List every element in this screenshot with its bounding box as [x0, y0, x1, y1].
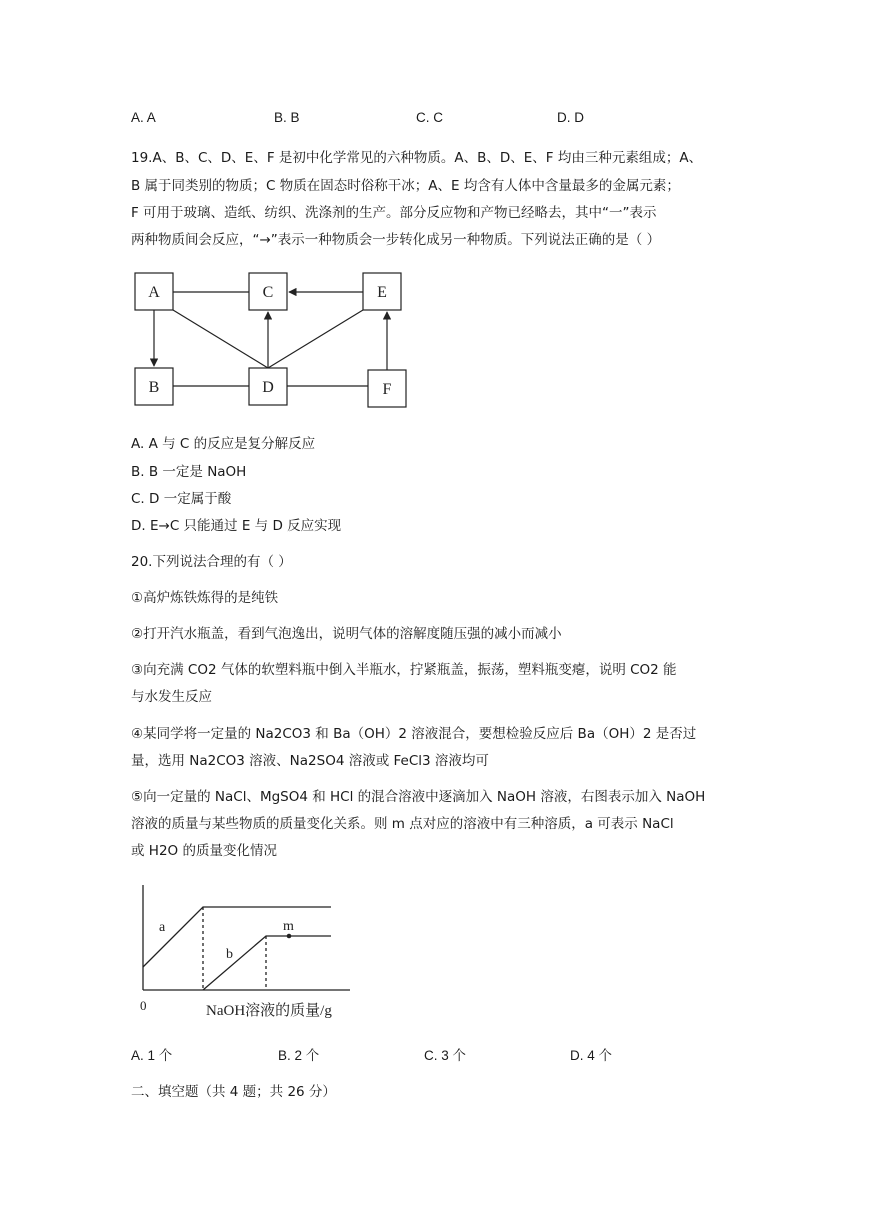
- q18-option-d: D. D: [557, 110, 584, 125]
- q20-statement-4-cont: 量，选用 Na2CO3 溶液、Na2SO4 溶液或 FeCl3 溶液均可: [131, 753, 489, 769]
- q19-option-c: C. D 一定属于酸: [131, 491, 232, 507]
- q19-stem-line: B 属于同类别的物质；C 物质在固态时俗称干冰；A、E 均含有人体中含量最多的金属元素；: [131, 178, 680, 194]
- q20-option-c: C. 3 个: [424, 1048, 467, 1063]
- q20-statement-3-cont: 与水发生反应: [131, 689, 212, 705]
- q19-relationship-diagram: [125, 265, 415, 417]
- q20-mass-graph: [128, 880, 368, 1025]
- q20-statement-5-cont: 溶液的质量与某些物质的质量变化关系。则 m 点对应的溶液中有三种溶质，a 可表示 NaCl: [131, 816, 674, 832]
- curve-a-label: a: [159, 920, 166, 935]
- q20-stem: 20.下列说法合理的有（ ）: [131, 554, 292, 570]
- node-a-label: A: [148, 284, 160, 301]
- q20-option-d: D. 4 个: [570, 1048, 613, 1063]
- q19-stem-line: 19.A、B、C、D、E、F 是初中化学常见的六种物质。A、B、D、E、F 均由三种元素组成；A、: [131, 150, 703, 166]
- node-c-label: C: [262, 284, 274, 301]
- edge-a-d: [173, 310, 268, 368]
- node-f-label: F: [382, 381, 392, 398]
- point-m: [287, 934, 292, 939]
- q19-stem-line: F 可用于玻璃、造纸、纺织、洗涤剂的生产。部分反应物和产物已经略去，其中“一”表示: [131, 205, 657, 221]
- edge-e-d: [268, 310, 363, 368]
- q18-option-c: C. C: [416, 110, 443, 125]
- q18-option-a: A. A: [131, 110, 156, 125]
- point-m-label: m: [283, 919, 294, 934]
- q20-option-b: B. 2 个: [278, 1048, 320, 1063]
- q19-option-a: A. A 与 C 的反应是复分解反应: [131, 436, 316, 452]
- q20-statement-5-cont: 或 H2O 的质量变化情况: [131, 843, 277, 859]
- q18-option-b: B. B: [274, 110, 300, 125]
- q20-statement-5: ⑤向一定量的 NaCl、MgSO4 和 HCl 的混合溶液中逐滴加入 NaOH 溶液，右图表示加入 NaOH: [131, 789, 706, 805]
- curve-a: [143, 907, 331, 967]
- x-axis-label: NaOH溶液的质量/g: [206, 1003, 332, 1019]
- q20-statement-3: ③向充满 CO2 气体的软塑料瓶中倒入半瓶水，拧紧瓶盖，振荡，塑料瓶变瘪，说明 CO2 能: [131, 662, 677, 678]
- q19-option-b: B. B 一定是 NaOH: [131, 464, 247, 480]
- q19-option-d: D. E→C 只能通过 E 与 D 反应实现: [131, 518, 342, 534]
- q20-statement-4: ④某同学将一定量的 Na2CO3 和 Ba（OH）2 溶液混合，要想检验反应后 Ba（OH）2 是否过: [131, 726, 697, 742]
- q19-stem-line: 两种物质间会反应，“→”表示一种物质会一步转化成另一种物质。下列说法正确的是（ ）: [131, 232, 661, 248]
- q20-statement-2: ②打开汽水瓶盖，看到气泡逸出，说明气体的溶解度随压强的减小而减小: [131, 626, 562, 642]
- node-e-label: E: [377, 284, 387, 301]
- node-b-label: B: [148, 379, 160, 396]
- q20-statement-1: ①高炉炼铁炼得的是纯铁: [131, 590, 279, 606]
- q20-option-a: A. 1 个: [131, 1048, 173, 1063]
- node-d-label: D: [262, 379, 274, 396]
- section-heading: 二、填空题（共 4 题；共 26 分）: [131, 1084, 336, 1100]
- curve-b-label: b: [226, 947, 233, 962]
- origin-label: 0: [140, 998, 147, 1013]
- curve-b: [203, 936, 331, 990]
